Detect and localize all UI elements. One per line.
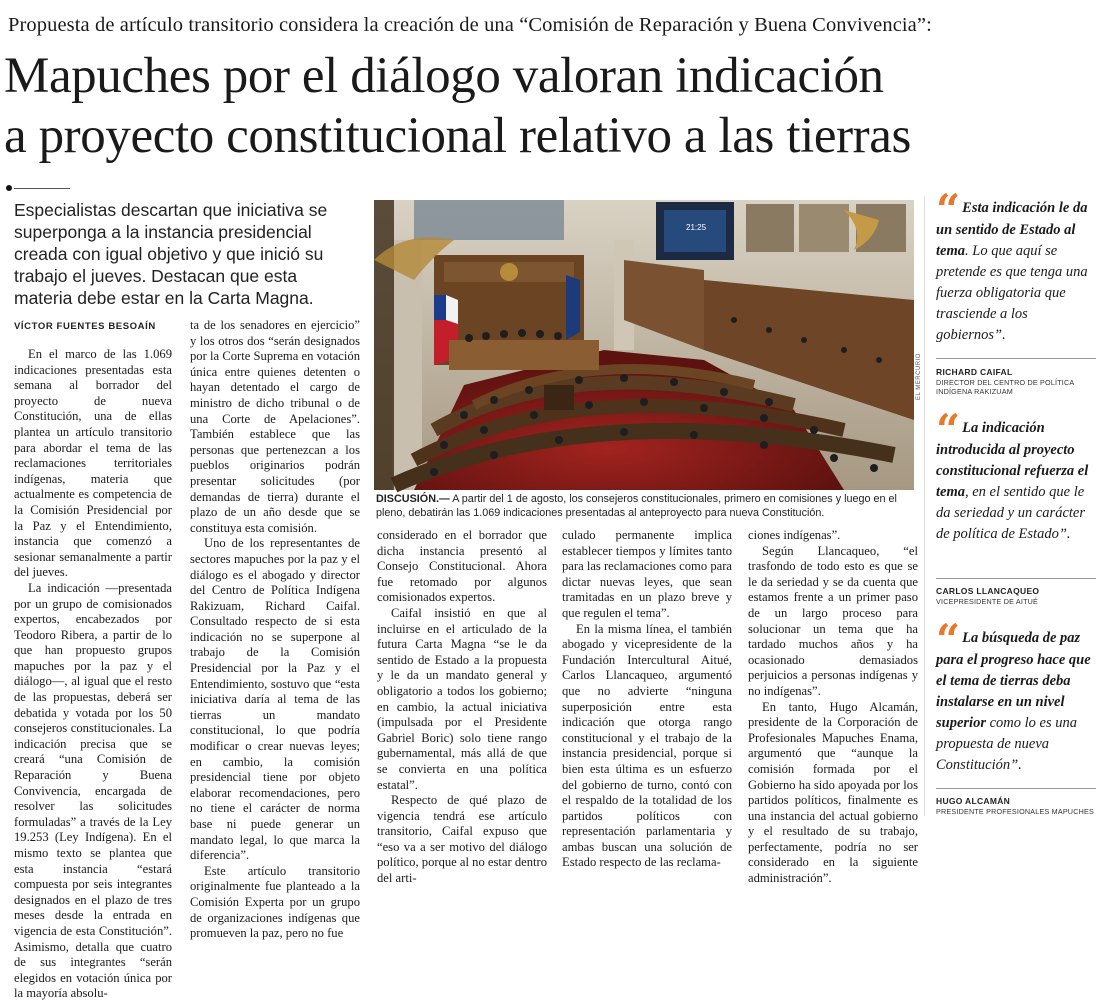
paragraph: En la misma línea, el también abogado y vicepresidente de la Fundación Intercultural Aitué, Carlos Llancaqueo, argumentó que no advierte “ninguna superposición entre esta indicación que otorga rango constitucional y el trabajo de la instancia presidencial, porque si bien esta última es un esfuerzo del gobierno de turno, contó con el respaldo de la totalidad de los partidos políticos con representación parlamentaria y ambas buscan una solución de Estado respecto de las reclama- <box>562 621 732 870</box>
quote-end: ”. <box>1058 526 1071 542</box>
paragraph: culado permanente implica establecer tiempos y límites tanto para las reclamaciones como para dictar nuevas leyes, que sean tramitadas en un plazo breve y que regulen el tema”. <box>562 528 732 620</box>
quote-bold: La búsqueda de paz para el progreso hace que el tema de tierras deba instalarse en un nivel superior <box>936 630 1091 731</box>
quote-text: como lo es una propuesta de nueva Constitución <box>936 715 1077 773</box>
body-column-4 <box>562 528 732 871</box>
quote-attribution-name: RICHARD CAIFAL <box>936 367 1013 377</box>
photo-credit: EL MERCURIO <box>916 353 922 400</box>
quote-attribution-name: HUGO ALCAMÁN <box>936 796 1011 806</box>
quote-divider <box>936 578 1096 579</box>
caption-text: A partir del 1 de agosto, los consejeros constitucionales, primero en comisiones y luego en el pleno, debatirán las 1.069 indicaciones presentadas al anteproyecto para nueva Constitución. <box>376 493 897 519</box>
quote-end: ”. <box>1010 757 1022 773</box>
quote-attribution-role: VICEPRESIDENTE DE AITUÉ <box>936 597 1039 606</box>
paragraph: La indicación —presentada por un grupo de comisionados expertos, encabezados por Teodoro Ribera, a partir de lo que han propuesto grupos mapuches por la paz y el diálogo—, al igual que el resto de las propuestas, deberá ser debatida y votada por los 50 consejeros constitucionales. La indicación precisa que se creará “una Comisión de Reparación y Buena Convivencia, encargada de resolver las solicitudes formuladas” a través de la Ley 19.253 (Ley Indígena). En el mismo texto se plantea que esta instancia “estará compuesta por seis integrantes designados en el plazo de tres meses desde la entrada en vigencia de esta Constitución”. Asimismo, detalla que cuatro de sus integrantes “serán elegidos en votación única por la mayoría absolu- <box>14 580 172 1001</box>
photo-caption <box>376 493 914 520</box>
quote-text: , en el sentido que le da seriedad y un carácter de política de Estado <box>936 484 1085 542</box>
kicker: Propuesta de artículo transitorio considera la creación de una “Comisión de Reparación y Buena Convivencia”: <box>8 14 932 36</box>
quote-bold: Esta indicación le da un sentido de Estado al tema <box>936 200 1088 259</box>
paragraph: ta de los senadores en ejercicio” y los otros dos “serán designados por la Corte Suprema en votación única entre quienes detenten o hayan detentado el cargo de ministro de dicho tribunal o de una Corte de Apelaciones”. También establece que las personas que pertenezcan a los pueblos originarios podrán presentar solicitudes (por demandas de tierra) durante el plazo de un año desde que se constituya esta comisión. <box>190 318 360 535</box>
body-column-3 <box>377 528 547 887</box>
deck: Especialistas descartan que iniciativa se superponga a la instancia presidencial creada con igual objetivo y que inició su trabajo el jueves. Destacan que esta materia debe estar en la Carta Magna. <box>14 200 328 308</box>
quote-text: . Lo que aquí se pretende es que tenga una fuerza obligatoria que trasciende a los gobiernos <box>936 243 1088 343</box>
quote-end: ”. <box>994 327 1006 343</box>
quote-mark-icon: “ <box>936 185 961 234</box>
quote-attribution-name: CARLOS LLANCAQUEO <box>936 586 1040 596</box>
paragraph: En tanto, Hugo Alcamán, presidente de la Corporación de Profesionales Mapuches Enama, argumentó que “aunque la comisión formada por el Gobierno ha sido apoyada por los partidos políticos, finalmente es una instancia del actual gobierno y el resultado de su trabajo, perfectamente, podría no ser considerado en la siguiente administración”. <box>748 699 918 886</box>
body-column-2 <box>190 318 360 942</box>
photo-chamber <box>374 200 914 490</box>
paragraph: ciones indígenas”. <box>748 528 841 542</box>
screen-time: 21:25 <box>686 223 707 232</box>
headline-line-1: Mapuches por el diálogo valoran indicación <box>4 48 884 104</box>
chamber-illustration <box>374 200 914 490</box>
pull-quote-2 <box>936 405 1100 545</box>
paragraph: Caifal insistió en que al incluirse en el articulado de la futura Carta Magna “se le da sentido de Estado a la propuesta y le da un mandato general y obligatorio a todos los gobierno; en cambio, la actual iniciativa (impulsada por el Presidente Gabriel Boric) solo tiene rango gubernamental, más allá de que se convierta en una política estatal”. <box>377 605 547 792</box>
byline: VÍCTOR FUENTES BESOAÍN <box>14 321 156 332</box>
caption-label: DISCUSIÓN.— <box>376 493 450 505</box>
body-column-1 <box>14 347 172 1002</box>
headline-line-2: a proyecto constitucional relativo a las tierras <box>4 108 911 164</box>
paragraph: Según Llancaqueo, “el trasfondo de todo esto es que se le da seriedad y se da cuenta que estamos frente a un primer paso de un largo proceso para solucionar un tema que ha tardado muchos años y ha ocasionado demasiados perjuicios a personas indígenas y no indígenas”. <box>748 543 918 698</box>
paragraph: Este artículo transitorio originalmente fue planteado a la Comisión Experta por un grupo de organizaciones indígenas que promueven la paz, pero no fue <box>190 863 360 941</box>
quote-bold: La indicación introducida al proyecto constitucional refuerza el tema <box>936 420 1089 500</box>
body-column-5 <box>748 528 918 887</box>
pull-quote-1 <box>936 185 1100 346</box>
pull-quote-3 <box>936 615 1100 776</box>
quote-mark-icon: “ <box>936 615 961 664</box>
divider <box>14 188 70 189</box>
headline <box>4 46 1100 166</box>
quote-mark-icon: “ <box>936 405 961 454</box>
quote-divider <box>936 358 1096 359</box>
quote-attribution-role: PRESIDENTE PROFESIONALES MAPUCHES <box>936 807 1094 816</box>
section-bullet <box>6 185 12 191</box>
paragraph: Respecto de qué plazo de vigencia tendrá ese artículo transitorio, Caifal expuso que “eso va a ser motivo del diálogo político, porque al no estar dentro del arti- <box>377 793 547 886</box>
quote-attribution-role: DIRECTOR DEL CENTRO DE POLÍTICA INDÍGENA RAKIZUAM <box>936 378 1074 396</box>
sidebar-divider <box>924 196 925 816</box>
paragraph: Uno de los representantes de sectores mapuches por la paz y el diálogo es el abogado y director del Centro de Política Indígena Rakizuam, Richard Caifal. Consultado respecto de si esta indicación no se superpone al trabajo de la Comisión Presidencial por la Paz y el Entendimiento, sostuvo que “esta iniciativa daría al tema de las tierras un mandato constitucional, lo que podría modificar o crear nuevas leyes; en cambio, la comisión presidencial tiene por objeto elaborar recomendaciones, pero no tiene el carácter de norma base ni puede generar un mandato legal, lo que marca la diferencia”. <box>190 536 360 863</box>
paragraph: En el marco de las 1.069 indicaciones presentadas esta semana al borrador del proyecto de nueva Constitución, una de ellas plantea un artículo transitorio para abordar el tema de las reclamaciones territoriales indígenas, materia que actualmente es competencia de la Comisión Presidencial por la Paz y el Entendimiento, instancia que comenzó a sesionar semanalmente a partir del jueves. <box>14 347 172 580</box>
paragraph: considerado en el borrador que dicha instancia presentó al Consejo Constitucional. Ahora fue retomado por algunos comisionados expertos. <box>377 528 547 605</box>
quote-divider <box>936 788 1096 789</box>
